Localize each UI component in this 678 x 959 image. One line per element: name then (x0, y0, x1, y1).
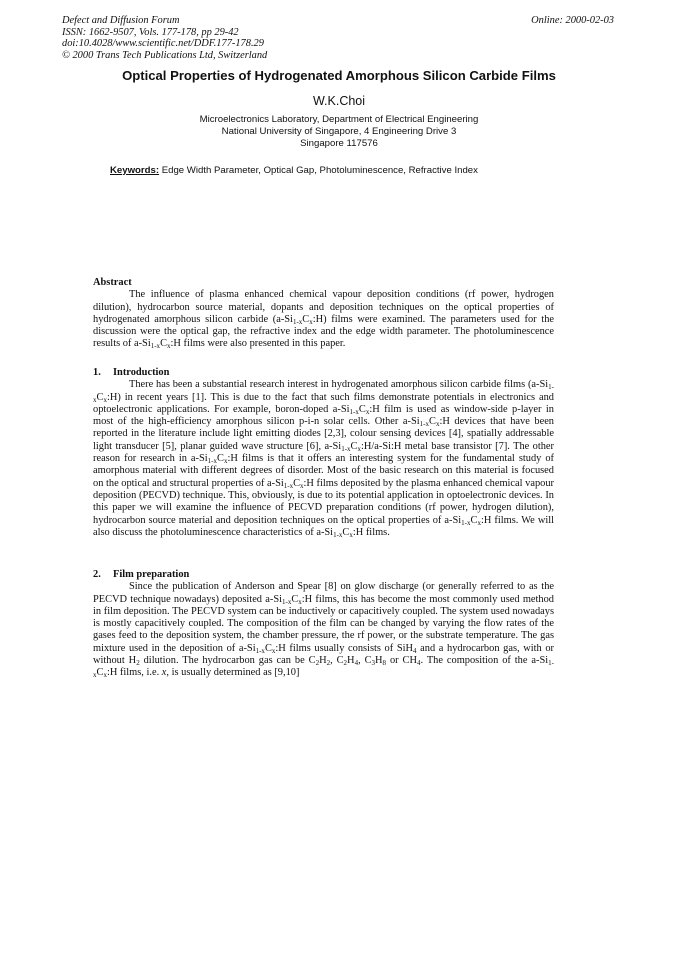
paper-title: Optical Properties of Hydrogenated Amorphous Silicon Carbide Films (122, 68, 556, 83)
abstract-heading: Abstract (93, 277, 132, 288)
section-number: 2. (93, 569, 101, 580)
affiliation-line: Singapore 117576 (300, 138, 378, 149)
introduction-section (93, 367, 554, 539)
section-heading (93, 569, 554, 581)
affiliation-line: Microelectronics Laboratory, Department of Electrical Engineering (199, 114, 479, 125)
journal-info (62, 15, 267, 61)
section-number: 1. (93, 367, 101, 378)
journal-copyright: © 2000 Trans Tech Publications Ltd, Switzerland (62, 49, 268, 61)
abstract-body: The influence of plasma enhanced chemical vapour deposition conditions (rf power, hydrogen dilution), hydrocarbon source material, dopants and deposition techniques on the optical properties of hydrogenated amorphous silicon carbide $(a-Si_{1-x}C_x:H)$ films were examined. The parameters used for the discussion were the optical gap, the refractive index and the edge width parameter. The photoluminescence results of $a-Si_{1-x}C_x:H$ films were also presented in this paper. (93, 289, 554, 351)
online-date: Online: 2000-02-03 (531, 15, 614, 26)
keywords (110, 165, 478, 176)
keywords-label: Keywords: (110, 165, 160, 176)
paper-author: W.K.Choi (312, 94, 366, 108)
affiliation-line: National University of Singapore, 4 Engineering Drive 3 (221, 126, 457, 137)
keywords-text: Edge Width Parameter, Optical Gap, Photoluminescence, Refractive Index (161, 165, 478, 176)
introduction-body: There has been a substantial research interest in hydrogenated amorphous silicon carbide films $(a-Si_{1-x}C_x:H)$ in recent years [1]. This is due to the fact that such films demonstrate potentials in electronics and optoelectronic applications. For example, boron-doped $a-Si_{1-x}C_x:H$ film is used as window-side p-layer in most of the high-efficiency amorphous silicon p-i-n solar cells. Other $a-Si_{1-x}C_x:H$ devices that have been reported in the literature include light emitting diodes [2,3], colour sensing devices [4], spatially addressable light transducer [5], planar guided wave structure [6], $a-Si_{1-x}C_x:H/a-Si:H$ metal base transistor [7]. The other reason for research in $a-Si_{1-x}C_x:H$ films is that it offers an interesting system for the fundamental study of amorphous material with different degrees of disorder. Most of the basic research on this material is focused on the optical and structural properties of $a-Si_{1-x}C_x:H$ films deposited by the plasma enhanced chemical vapour deposition (PECVD) technique. This, obviously, is due to its potential application in optoelectronic devices. In this paper we will examine the influence of PECVD preparation conditions (rf power, hydrogen dilution), hydrocarbon source material and deposition techniques on the optical properties of $a-Si_{1-x}C_x:H$ films. We will also discuss the photoluminescence characteristics of $a-Si_{1-x}C_x:H$ films. (93, 379, 554, 539)
section-title: Introduction (113, 367, 170, 378)
journal-doi[interactable]: doi:10.4028/www.scientific.net/DDF.177-178.29 (62, 38, 264, 50)
journal-name: Defect and Diffusion Forum (62, 15, 180, 26)
affiliation (0, 114, 678, 150)
film-preparation-section (93, 569, 554, 680)
section-heading (93, 367, 554, 379)
abstract-section (93, 277, 554, 351)
journal-issn: ISSN: 1662-9507, Vols. 177-178, pp 29-42 (62, 26, 239, 38)
film-preparation-body: Since the publication of Anderson and Spear [8] on glow discharge (or generally referred to as the PECVD technique nowadays) deposited $a-Si_{1-x}C_x:H$ films, this has become the most commonly used method in film deposition. The PECVD system can be inductively or capacitively coupled. The system used nowadays is mostly capacitively coupled. The composition of the film can be changed by varying the flow rates of the gases feed to the deposition system, the chamber pressure, the rf power, or the substrate temperature. The gas mixture used in the deposition of $a-Si_{1-x}C_x:H$ films usually consists of SiH$_4$ and a hydrocarbon gas, with or without $H_2$ dilution. The hydrocarbon gas can be $C_2H_2$, $C_2H_4$, $C_3H_8$ or $CH_4$. The composition of the $a-Si_{1-x}C_x:H$ films, i.e. x, is usually determined as [9,10] (93, 581, 554, 680)
section-title: Film preparation (113, 569, 190, 580)
